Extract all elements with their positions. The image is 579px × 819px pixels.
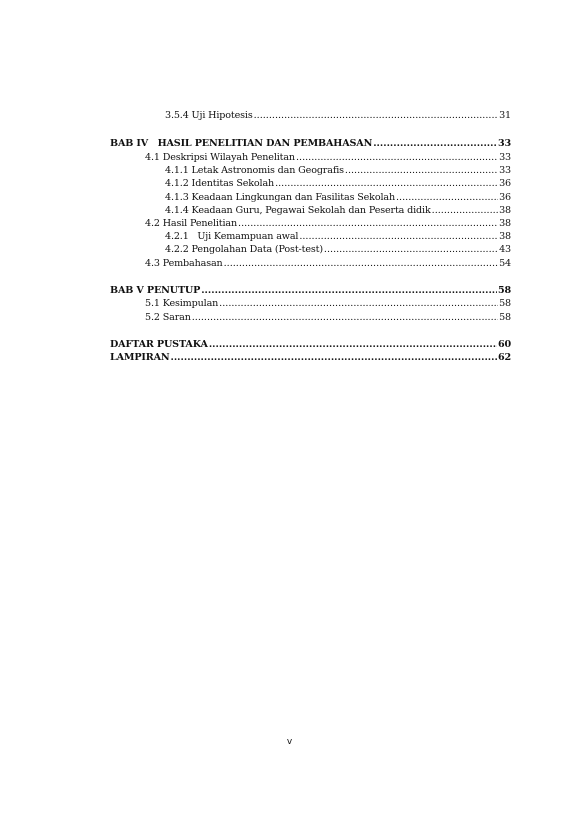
toc-entry-page: 38 — [499, 218, 511, 229]
toc-entry-label: 3.5.4 Uji Hipotesis — [165, 110, 253, 121]
dot-leader — [224, 258, 498, 270]
toc-entry-bab-iv — [110, 138, 511, 150]
dot-leader — [254, 110, 498, 122]
page-number: v — [286, 737, 293, 747]
toc-entry-page: 36 — [499, 192, 511, 203]
dot-leader — [209, 339, 497, 351]
toc-entry-bab-v — [110, 285, 511, 297]
toc-entry-page: 43 — [499, 244, 511, 255]
toc-entry-label: 4.2 Hasil Penelitian — [145, 218, 238, 229]
toc-entry-4-3 — [145, 258, 511, 270]
dot-leader — [432, 205, 498, 217]
toc-entry-label: 4.1 Deskripsi Wilayah Penelitan — [145, 152, 295, 163]
toc-entry-lampiran — [110, 352, 511, 364]
toc-entry-page: 58 — [499, 298, 511, 309]
dot-leader — [396, 192, 498, 204]
toc-entry-page: 58 — [497, 285, 511, 296]
dot-leader — [238, 218, 498, 230]
dot-leader — [296, 152, 498, 164]
toc-entry-page: 58 — [499, 312, 511, 323]
toc-entry-3-5-4 — [165, 110, 511, 122]
dot-leader — [299, 231, 498, 243]
toc-entry-page: 60 — [497, 339, 511, 350]
toc-entry-label: BAB IV HASIL PENELITIAN DAN PEMBAHASAN — [110, 138, 373, 149]
dot-leader — [201, 285, 497, 297]
toc-entry-5-1 — [145, 298, 511, 310]
toc-entry-label: 5.2 Saran — [145, 312, 191, 323]
toc-entry-label: BAB V PENUTUP — [110, 285, 201, 296]
toc-entry-4-1-4 — [165, 205, 511, 217]
toc-entry-4-2-1 — [165, 231, 511, 243]
toc-entry-label: 5.1 Kesimpulan — [145, 298, 219, 309]
toc-entry-label: 4.1.3 Keadaan Lingkungan dan Fasilitas Sekolah — [165, 192, 395, 203]
toc-entry-4-1-1 — [165, 165, 511, 177]
toc-entry-label: LAMPIRAN — [110, 352, 170, 363]
toc-entry-page: 33 — [499, 152, 511, 163]
toc-entry-label: 4.1.1 Letak Astronomis dan Geografis — [165, 165, 344, 176]
toc-entry-page: 31 — [499, 110, 511, 121]
toc-entry-page: 38 — [499, 231, 511, 242]
toc-entry-page: 54 — [499, 258, 511, 269]
toc-entry-label: 4.2.1 Uji Kemampuan awal — [165, 231, 299, 242]
toc-entry-label: 4.3 Pembahasan — [145, 258, 223, 269]
toc-entry-4-1-3 — [165, 192, 511, 204]
toc-entry-page: 62 — [497, 352, 511, 363]
dot-leader — [345, 165, 498, 177]
toc-entry-label: 4.1.2 Identitas Sekolah — [165, 178, 275, 189]
toc-entry-label: DAFTAR PUSTAKA — [110, 339, 208, 350]
dot-leader — [171, 352, 497, 364]
dot-leader — [219, 298, 498, 310]
toc-entry-label: 4.2.2 Pengolahan Data (Post-test) — [165, 244, 323, 255]
dot-leader — [373, 138, 497, 150]
dot-leader — [324, 244, 498, 256]
toc-entry-4-2-2 — [165, 244, 511, 256]
toc-entry-page: 36 — [499, 178, 511, 189]
toc-entry-daftar-pustaka — [110, 339, 511, 351]
toc-entry-4-2 — [145, 218, 511, 230]
toc-entry-label: 4.1.4 Keadaan Guru, Pegawai Sekolah dan Peserta didik — [165, 205, 431, 216]
toc-entry-4-1 — [145, 152, 511, 164]
toc-entry-4-1-2 — [165, 178, 511, 190]
toc-entry-page: 33 — [499, 165, 511, 176]
dot-leader — [275, 178, 498, 190]
dot-leader — [192, 312, 498, 324]
toc-entry-page: 33 — [497, 138, 511, 149]
toc-entry-page: 38 — [499, 205, 511, 216]
toc-entry-5-2 — [145, 312, 511, 324]
